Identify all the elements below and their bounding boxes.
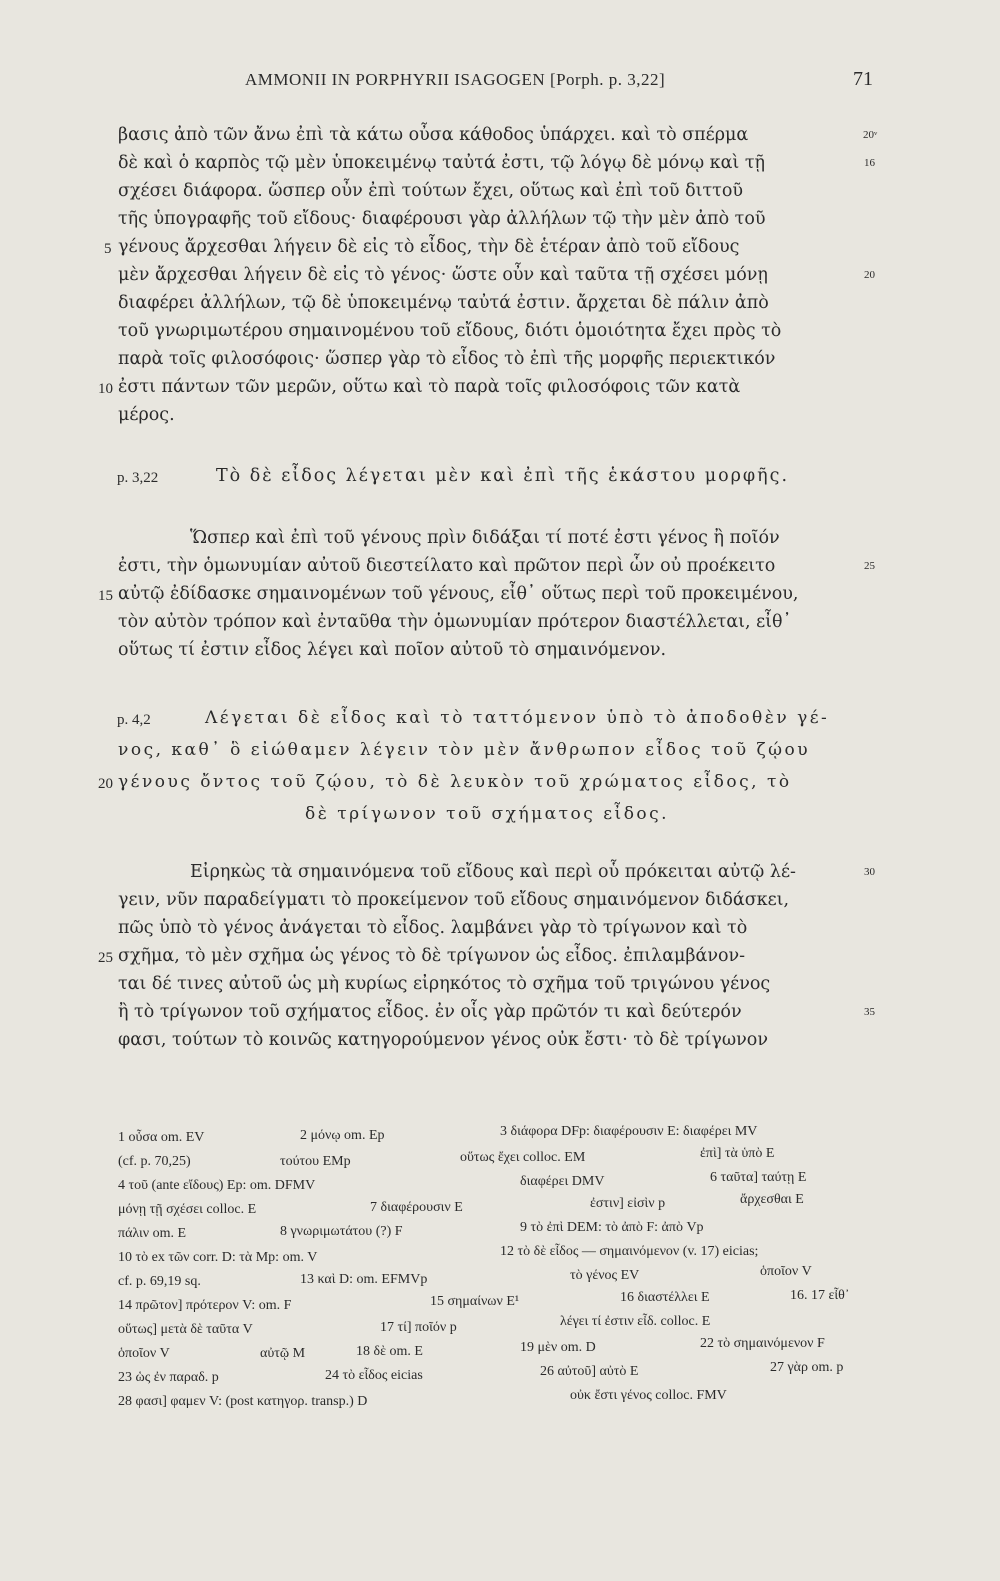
apparatus-entry: 1 οὖσα om. EV (118, 1130, 205, 1145)
lemma-line: νος, καθ᾽ ὃ εἰώθαμεν λέγειν τὸν μὲν ἄνθρωπον εἶδος τοῦ ζῴου (118, 740, 811, 760)
apparatus-entry: ἐπὶ] τὰ ὑπὸ E (700, 1146, 775, 1161)
text-line: σχέσει διάφορα. ὥσπερ οὖν ἐπὶ τούτων ἔχει, οὕτως καὶ ἐπὶ τοῦ διττοῦ (118, 181, 744, 201)
apparatus-entry: τούτου EMp (280, 1154, 351, 1169)
apparatus-entry: διαφέρει DMV (520, 1174, 605, 1189)
apparatus-entry: 12 τὸ δὲ εἶδος — σημαινόμενον (v. 17) eicias; (500, 1244, 759, 1259)
line-number: 10 (98, 381, 113, 397)
apparatus-entry: (cf. p. 70,25) (118, 1154, 191, 1169)
margin-number: 20 (864, 269, 875, 281)
margin-number: 20ᵛ (863, 129, 878, 141)
page-header (0, 70, 1000, 100)
lemma-text: Τὸ δὲ εἶδος λέγεται μὲν καὶ ἐπὶ τῆς ἑκάστου μορφῆς. (216, 466, 790, 486)
line-number: 5 (104, 241, 112, 257)
text-line: ἢ τὸ τρίγωνον τοῦ σχήματος εἶδος. ἐν οἷς γὰρ πρῶτόν τι καὶ δεύτερόν (118, 1002, 742, 1022)
apparatus-entry: οὕτως ἔχει colloc. EM (460, 1150, 586, 1165)
apparatus-entry: 19 μὲν om. D (520, 1340, 596, 1355)
text-line: οὕτως τί ἐστιν εἶδος λέγει καὶ ποῖον αὐτοῦ τὸ σημαινόμενον. (118, 640, 667, 660)
text-line: γένους ἄρχεσθαι λήγειν δὲ εἰς τὸ εἶδος, τὴν δὲ ἑτέραν ἀπὸ τοῦ εἴδους (118, 237, 740, 257)
text-line: φασι, τούτων τὸ κοινῶς κατηγορούμενον γένος οὐκ ἔστι· τὸ δὲ τρίγωνον (118, 1030, 768, 1050)
apparatus-entry: 24 τὸ εἶδος eicias (325, 1368, 423, 1383)
apparatus-entry: τὸ γένος EV (570, 1268, 640, 1283)
margin-number: 16 (864, 157, 875, 169)
text-line: ται δέ τινες αὐτοῦ ὡς μὴ κυρίως εἰρηκότος τὸ σχῆμα τοῦ τριγώνου γένος (118, 974, 771, 994)
text-line: παρὰ τοῖς φιλοσόφοις· ὥσπερ γὰρ τὸ εἶδος τὸ ἐπὶ τῆς μορφῆς περιεκτικόν (118, 349, 776, 369)
apparatus-entry: ὁποῖον V (118, 1346, 170, 1361)
apparatus-entry: 4 τοῦ (ante εἴδους) Ep: om. DFMV (118, 1178, 316, 1193)
text-line: μέρος. (118, 405, 175, 425)
page-number: 71 (853, 68, 873, 90)
text-line: γειν, νῦν παραδείγματι τὸ προκείμενον τοῦ εἴδους σημαινόμενον διδάσκει, (118, 890, 790, 910)
text-line: τῆς ὑπογραφῆς τοῦ εἴδους· διαφέρουσι γὰρ ἀλλήλων τῷ τὴν μὲν ἀπὸ τοῦ (118, 209, 766, 229)
apparatus-entry: ὁποῖον V (760, 1264, 812, 1279)
text-line: διαφέρει ἀλλήλων, τῷ δὲ ὑποκειμένῳ ταὐτά ἐστιν. ἄρχεται δὲ πάλιν ἀπὸ (118, 293, 769, 313)
apparatus-entry: λέγει τί ἐστιν εἶδ. colloc. E (560, 1314, 711, 1329)
apparatus-entry: 15 σημαίνων E¹ (430, 1294, 520, 1309)
apparatus-entry: 26 αὐτοῦ] αὐτὸ E (540, 1364, 639, 1379)
lemma-line: δὲ τρίγωνον τοῦ σχήματος εἶδος. (305, 804, 670, 824)
text-line: πῶς ὑπὸ τὸ γένος ἀνάγεται τὸ εἶδος. λαμβάνει γὰρ τὸ τρίγωνον καὶ τὸ (118, 918, 748, 938)
apparatus-entry: 6 ταῦτα] ταύτῃ E (710, 1170, 807, 1185)
text-line: αὐτῷ ἐδίδασκε σημαινομένων τοῦ γένους, εἶθ᾽ οὕτως περὶ τοῦ προκειμένου, (118, 584, 799, 604)
apparatus-entry: μόνῃ τῇ σχέσει colloc. E (118, 1202, 257, 1217)
text-line: ἐστι πάντων τῶν μερῶν, οὕτω καὶ τὸ παρὰ τοῖς φιλοσόφοις τῶν κατὰ (118, 377, 741, 397)
apparatus-entry: 13 καὶ D: om. EFMVp (300, 1272, 428, 1287)
apparatus-entry: 8 γνωριμωτάτου (?) F (280, 1224, 403, 1239)
text-line: Εἰρηκὼς τὰ σημαινόμενα τοῦ εἴδους καὶ περὶ οὗ πρόκειται αὐτῷ λέ- (190, 862, 796, 882)
text-line: δὲ καὶ ὁ καρπὸς τῷ μὲν ὑποκειμένῳ ταὐτά ἐστι, τῷ λόγῳ δὲ μόνῳ καὶ τῇ (118, 153, 765, 173)
margin-number: 25 (864, 560, 875, 572)
text-line: ἐστι, τὴν ὁμωνυμίαν αὐτοῦ διεστείλατο καὶ πρῶτον περὶ ὧν οὐ προέκειτο (118, 556, 776, 576)
apparatus-entry: 16 διαστέλλει E (620, 1290, 710, 1305)
text-line: Ὥσπερ καὶ ἐπὶ τοῦ γένους πρὶν διδάξαι τί ποτέ ἐστι γένος ἢ ποῖόν (190, 528, 780, 548)
apparatus-entry: 14 πρῶτον] πρότερον V: om. F (118, 1298, 292, 1313)
apparatus-entry: 7 διαφέρουσιν E (370, 1200, 463, 1215)
margin-number: 35 (864, 1006, 875, 1018)
apparatus-entry: πάλιν om. E (118, 1226, 187, 1241)
text-line: τὸν αὐτὸν τρόπον καὶ ἐνταῦθα τὴν ὁμωνυμίαν πρότερον διαστέλλεται, εἶθ᾽ (118, 612, 792, 632)
apparatus-entry: ἄρχεσθαι E (740, 1192, 804, 1207)
apparatus-entry: οὐκ ἔστι γένος colloc. FMV (570, 1388, 727, 1403)
running-head: AMMONII IN PORPHYRII ISAGOGEN [Porph. p. 3,22] (245, 70, 666, 89)
apparatus-entry: 22 τὸ σημαινόμενον F (700, 1336, 825, 1351)
apparatus-entry: 10 τὸ ex τῶν corr. D: τὰ Mp: om. V (118, 1250, 318, 1265)
apparatus-entry: 9 τὸ ἐπὶ DEM: τὸ ἀπὸ F: ἀπὸ Vp (520, 1220, 704, 1235)
apparatus-entry: αὐτῷ M (260, 1346, 306, 1361)
apparatus-entry: 2 μόνῳ om. Ep (300, 1128, 385, 1143)
text-line: μὲν ἄρχεσθαι λήγειν δὲ εἰς τὸ γένος· ὥστε οὖν καὶ ταῦτα τῇ σχέσει μόνῃ (118, 265, 768, 285)
margin-number: 30 (864, 866, 875, 878)
lemma-line: γένους ὄντος τοῦ ζῴου, τὸ δὲ λευκὸν τοῦ χρώματος εἶδος, τὸ (118, 772, 792, 792)
apparatus-entry: 17 τί] ποῖόν p (380, 1320, 457, 1335)
text-line: σχῆμα, τὸ μὲν σχῆμα ὡς γένος τὸ δὲ τρίγωνον ὡς εἶδος. ἐπιλαμβάνον- (118, 946, 746, 966)
apparatus-entry: cf. p. 69,19 sq. (118, 1274, 201, 1289)
lemma-reference: p. 4,2 (117, 712, 151, 728)
line-number: 25 (98, 950, 113, 966)
apparatus-entry: οὕτως] μετὰ δὲ ταῦτα V (118, 1322, 253, 1337)
apparatus-entry: 27 γὰρ om. p (770, 1360, 844, 1375)
apparatus-entry: ἐστιν] εἰσὶν p (590, 1196, 666, 1211)
lemma-reference: p. 3,22 (117, 470, 159, 486)
text-line: βασις ἀπὸ τῶν ἄνω ἐπὶ τὰ κάτω οὖσα κάθοδος ὑπάρχει. καὶ τὸ σπέρμα (118, 125, 749, 145)
apparatus-entry: 28 φασι] φαμεν V: (post κατηγορ. transp.) D (118, 1394, 368, 1409)
line-number: 20 (98, 776, 113, 792)
text-line: τοῦ γνωριμωτέρου σημαινομένου τοῦ εἴδους, διότι ὁμοιότητα ἔχει πρὸς τὸ (118, 321, 782, 341)
line-number: 15 (98, 588, 113, 604)
apparatus-entry: 3 διάφορα DFp: διαφέρουσιν E: διαφέρει MV (500, 1124, 758, 1139)
apparatus-entry: 16. 17 εἶθ᾽ (790, 1288, 850, 1303)
lemma-line: Λέγεται δὲ εἶδος καὶ τὸ ταττόμενον ὑπὸ τὸ ἀποδοθὲν γέ- (205, 708, 830, 728)
apparatus-entry: 18 δὲ om. E (356, 1344, 423, 1359)
apparatus-entry: 23 ὡς ἐν παραδ. p (118, 1370, 219, 1385)
